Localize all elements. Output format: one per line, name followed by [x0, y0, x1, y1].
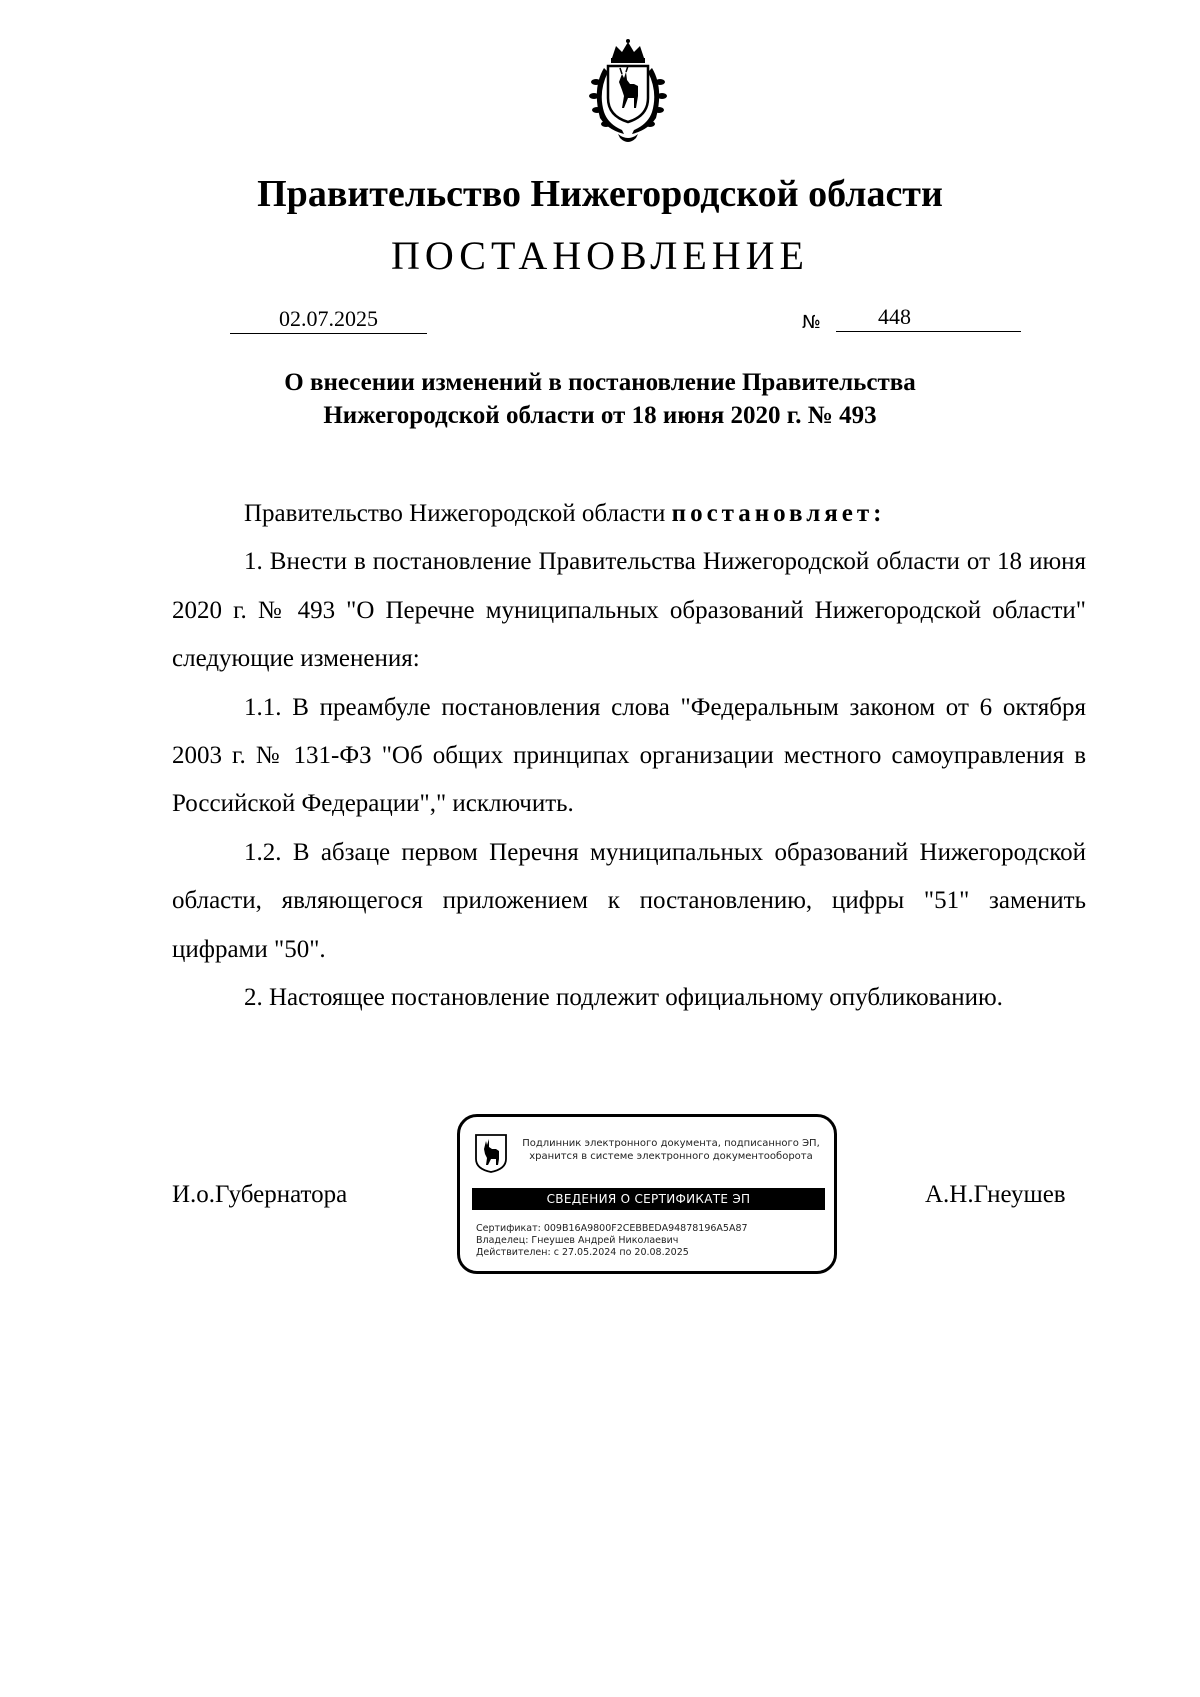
- certificate-number: Сертификат: 009B16A9800F2CEBBEDA94878196A5A87: [476, 1223, 748, 1234]
- preamble-lead: Правительство Нижегородской области: [244, 500, 666, 527]
- stamp-note: [512, 1137, 830, 1163]
- preamble-verb: постановляет:: [671, 500, 886, 527]
- certificate-info-bar: СВЕДЕНИЯ О СЕРТИФИКАТЕ ЭП: [472, 1188, 825, 1210]
- paragraph-1-2: 1.2. В абзаце первом Перечня муниципальных образований Нижегородской области, являющегося приложением к постановлению, цифры "51" заменить цифрами "50".: [172, 838, 1086, 963]
- number-sign: №: [802, 312, 821, 333]
- certificate-details: [476, 1223, 748, 1259]
- paragraph-2: 2. Настоящее постановление подлежит официальному опубликованию.: [244, 984, 1003, 1012]
- document-subject: [0, 366, 1200, 432]
- signatory-name: А.Н.Гнеушев: [925, 1181, 1066, 1208]
- document-number-value: 448: [878, 304, 911, 329]
- certificate-owner: Владелец: Гнеушев Андрей Николаевич: [476, 1235, 679, 1246]
- stamp-note-line-1: Подлинник электронного документа, подписанного ЭП,: [522, 1138, 820, 1149]
- document-body: [172, 490, 1086, 1022]
- signatory-position: И.о.Губернатора: [172, 1181, 348, 1208]
- paragraph-1: 1. Внести в постановление Правительства Нижегородской области от 18 июня 2020 г. № 493 "О Перечне муниципальных образований Нижегородской области" следующие изменения:: [172, 548, 1086, 673]
- document-date: 02.07.2025: [230, 306, 427, 334]
- subject-line-1: О внесении изменений в постановление Правительства: [284, 369, 916, 396]
- subject-line-2: Нижегородской области от 18 июня 2020 г. № 493: [323, 402, 877, 429]
- document-type: ПОСТАНОВЛЕНИЕ: [391, 233, 809, 278]
- paragraph-1-1: 1.1. В преамбуле постановления слова "Федеральным законом от 6 октября 2003 г. № 131-ФЗ "Об общих принципах организации местного самоуправления в Российской Федерации"," исключить.: [172, 693, 1086, 818]
- deer-emblem-icon: [474, 1133, 508, 1173]
- preamble: [172, 490, 1086, 538]
- stamp-note-line-2: хранится в системе электронного документооборота: [529, 1151, 813, 1162]
- electronic-signature-stamp: [457, 1114, 837, 1274]
- organization-title: Правительство Нижегородской области: [257, 173, 943, 215]
- document-number: [836, 304, 1021, 332]
- certificate-validity: Действителен: с 27.05.2024 по 20.08.2025: [476, 1247, 689, 1258]
- coat-of-arms-emblem: [578, 38, 678, 150]
